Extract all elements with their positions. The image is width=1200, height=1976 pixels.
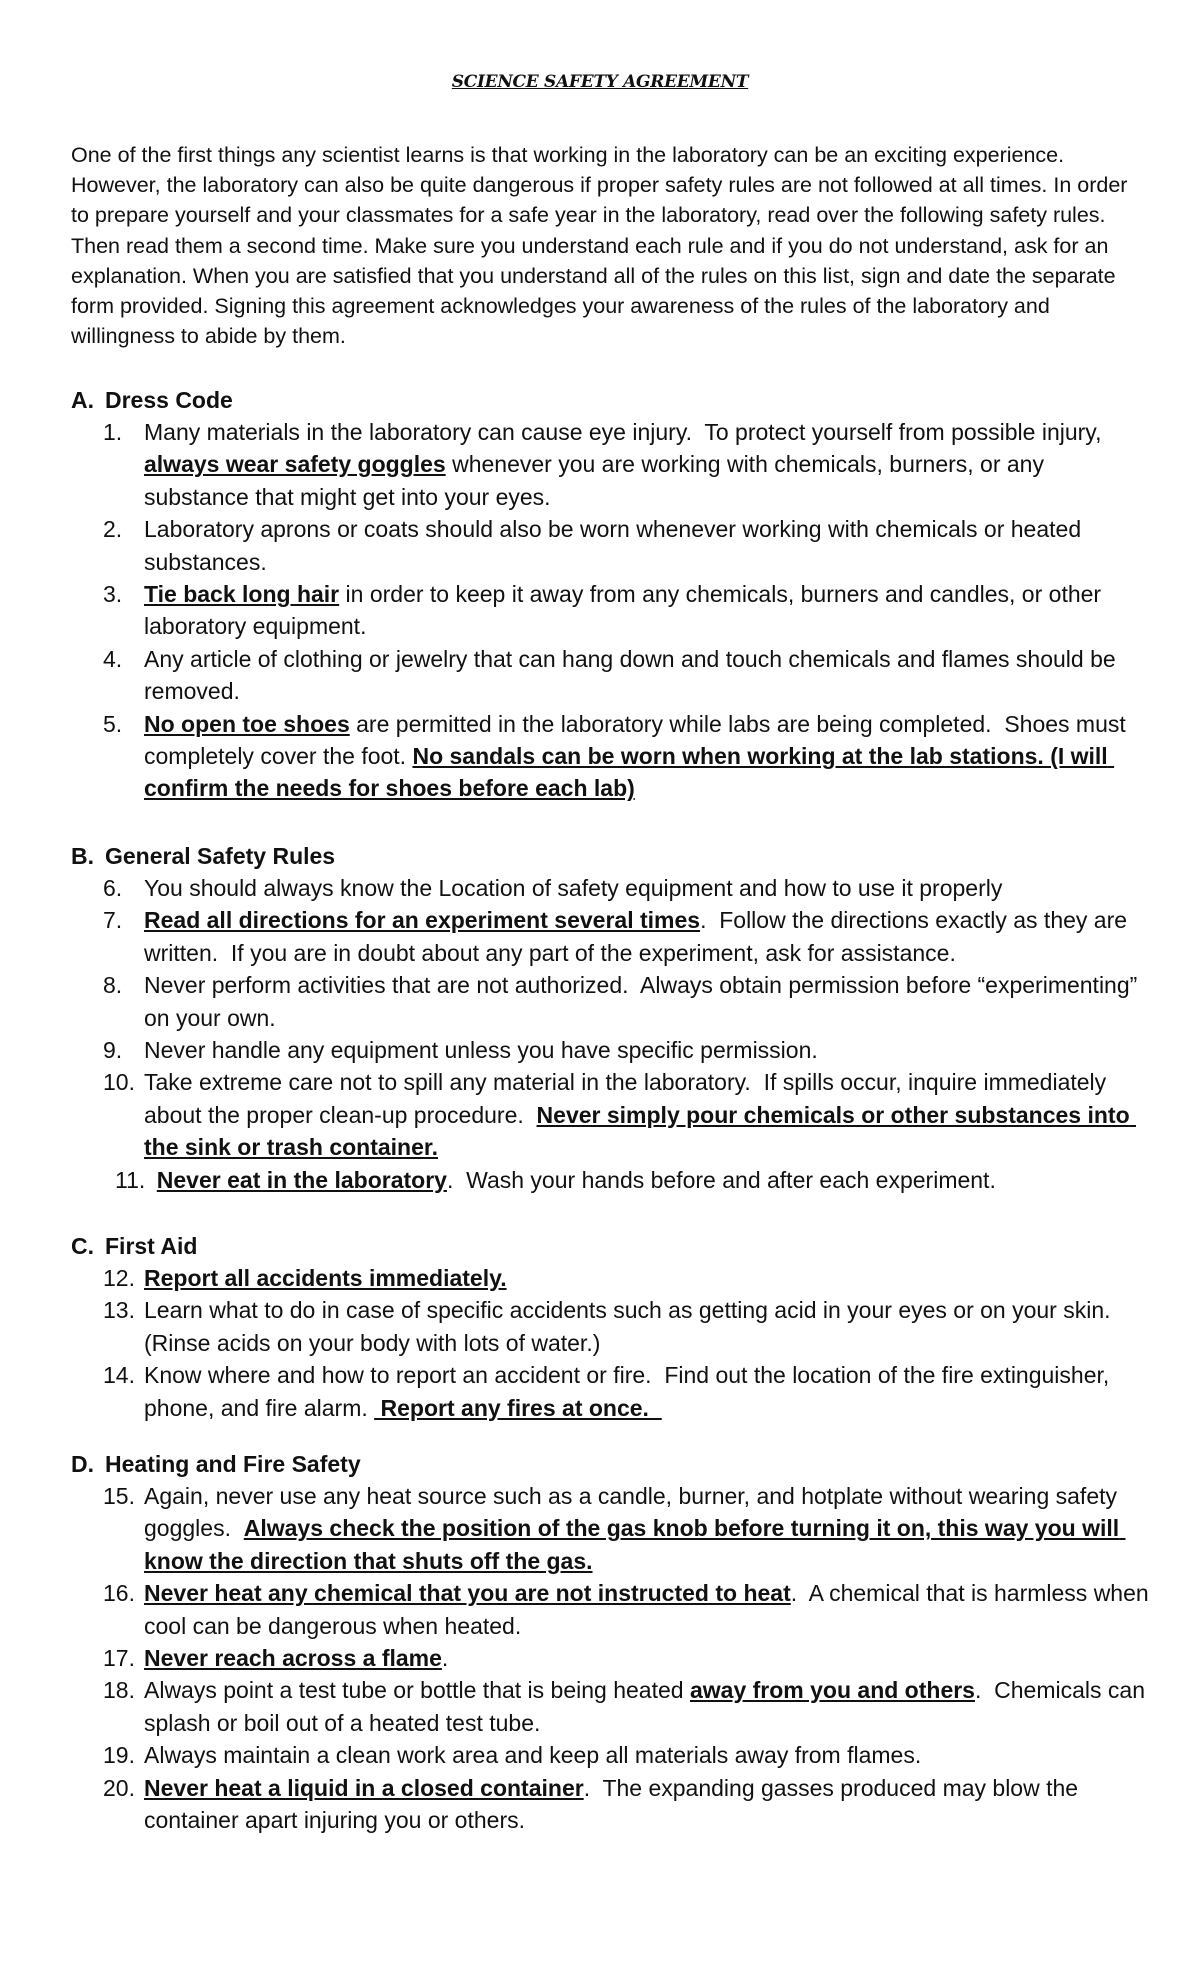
rule-number: 1. (103, 419, 123, 445)
rule-number: 3. (103, 581, 123, 608)
rule-number: 2. (103, 516, 123, 543)
section-letter: B. (71, 843, 94, 869)
rule-number: 13. (103, 1297, 135, 1324)
rule-text: in order to keep it away from any chemicals, burners and candles, or other laboratory equipment. (144, 581, 1108, 640)
rule-item (71, 1739, 1151, 1771)
section-first-aid (71, 1230, 1151, 1424)
rule-text: Always point a test tube or bottle that is being heated (144, 1677, 690, 1704)
section-title: Dress Code (105, 387, 233, 413)
rule-number: 8. (103, 972, 123, 999)
rule-number: 9. (103, 1037, 123, 1064)
rule-text: whenever you are working with chemicals, burners, or any substance that might get into your eyes. (144, 451, 1051, 510)
rule-item (71, 872, 1151, 904)
rule-number: 7. (103, 907, 123, 934)
rule-text: Always maintain a clean work area and keep all materials away from flames. (144, 1742, 922, 1769)
rule-number: 14. (103, 1362, 135, 1389)
rule-item (71, 1642, 1151, 1674)
section-heating-fire-safety (71, 1448, 1156, 1836)
section-heading (71, 1230, 1151, 1262)
rule-list (71, 872, 1151, 1196)
rule-item (71, 643, 1151, 708)
rule-item (71, 1577, 1156, 1642)
rule-list (71, 1480, 1156, 1836)
section-dress-code (71, 384, 1151, 805)
rule-item (71, 1674, 1151, 1739)
rule-number: 4. (103, 645, 123, 672)
rule-number: 20. (103, 1774, 135, 1801)
section-title: General Safety Rules (105, 843, 336, 869)
rule-text: Learn what to do in case of specific accidents such as getting acid in your eyes or on your skin. (Rinse acids on your body with lots of water.) (144, 1297, 1124, 1356)
rule-item (71, 1034, 1151, 1066)
section-heading (71, 384, 1151, 416)
rule-number: 5. (103, 710, 123, 737)
rule-text: . Wash your hands before and after each experiment. (446, 1166, 996, 1193)
rule-text: Many materials in the laboratory can cause eye injury. To protect yourself from possible injury, (144, 419, 1108, 445)
rule-item (71, 969, 1151, 1034)
emphasized-rule-text: Never heat any chemical that you are not instructed to heat (144, 1580, 791, 1607)
emphasized-rule-text: Read all directions for an experiment several times (144, 907, 701, 934)
rule-text: Know where and how to report an accident or fire. Find out the location of the fire extinguisher, phone, and fire alarm. (144, 1362, 1116, 1421)
emphasized-rule-text: Report any fires at once. (374, 1394, 662, 1421)
rule-text: . The expanding gasses produced may blow the container apart injuring you or others. (144, 1774, 1085, 1834)
rule-item (71, 1480, 1151, 1577)
rule-text: Again, never use any heat source such as a candle, burner, and hotplate without wearing safety goggles. (144, 1483, 1124, 1542)
rule-text: . A chemical that is harmless when cool can be dangerous when heated. (144, 1580, 1156, 1639)
intro-paragraph: One of the first things any scientist learns is that working in the laboratory can be an exciting experience. However, the laboratory can also be quite dangerous if proper safety rules are not followed at all times. In order to prepare yourself and your classmates for a safe year in the laboratory, read over the following safety rules. Then read them a second time. Make sure you understand each rule and if you do not understand, ask for an explanation. When you are satisfied that you understand all of the rules on this list, sign and date the separate form provided. Signing this agreement acknowledges your awareness of the rules of the laboratory and willingness to abide by them. (71, 143, 1128, 349)
rule-list (71, 416, 1151, 805)
section-title: Heating and Fire Safety (105, 1451, 361, 1477)
rule-list (71, 1262, 1151, 1424)
emphasized-rule-text: Never heat a liquid in a closed container (144, 1774, 584, 1801)
document-title: SCIENCE SAFETY AGREEMENT (451, 72, 749, 92)
rule-number: 12. (103, 1265, 135, 1291)
section-letter: D. (71, 1451, 94, 1477)
rule-number: 18. (103, 1677, 135, 1704)
rule-item (71, 1294, 1151, 1359)
section-general-safety-rules (71, 840, 1151, 1196)
rule-item (71, 1164, 1151, 1196)
rule-item (71, 708, 1151, 805)
rule-item (71, 1262, 1151, 1294)
emphasized-rule-text: always wear safety goggles (144, 451, 446, 478)
emphasized-rule-text: No sandals can be worn when working at the lab stations. (I will confirm the needs for shoes before each lab) (144, 743, 1115, 802)
rule-item (71, 578, 1151, 643)
rule-text: Any article of clothing or jewelry that can hang down and touch chemicals and flames should be removed. (144, 645, 1123, 705)
section-heading (71, 840, 1151, 872)
emphasized-rule-text: Always check the position of the gas knob before turning it on, this way you will know the direction that shuts off the gas. (144, 1515, 1126, 1574)
rule-item (71, 1359, 1151, 1424)
rule-number: 16. (103, 1580, 135, 1607)
emphasized-rule-text: No open toe shoes (144, 710, 350, 737)
emphasized-rule-text: Never reach across a flame (144, 1645, 442, 1672)
rule-number: 15. (103, 1483, 135, 1509)
rule-item (71, 1066, 1151, 1163)
emphasized-rule-text: Never eat in the laboratory (156, 1166, 447, 1193)
rule-item (71, 904, 1151, 969)
emphasized-rule-text: away from you and others (689, 1677, 975, 1704)
rule-number: 19. (103, 1742, 135, 1769)
section-letter: C. (71, 1233, 94, 1259)
rule-item (71, 416, 1151, 513)
section-title: First Aid (105, 1233, 198, 1259)
rule-text: Never handle any equipment unless you have specific permission. (144, 1037, 818, 1064)
rule-text: . Chemicals can splash or boil out of a heated test tube. (144, 1677, 1152, 1736)
emphasized-rule-text: Tie back long hair (144, 581, 340, 608)
rule-text: Laboratory aprons or coats should also be worn whenever working with chemicals or heated substances. (144, 516, 1088, 575)
rule-item (71, 1772, 1151, 1837)
rule-number: 11. (115, 1166, 146, 1193)
section-heading (71, 1448, 1151, 1480)
rule-text: . Follow the directions exactly as they are written. If you are in doubt about any part of the experiment, ask for assistance. (144, 907, 1134, 966)
rule-text: You should always know the Location of safety equipment and how to use it properly (144, 875, 1003, 901)
rule-item (71, 513, 1151, 578)
rule-number: 6. (103, 875, 123, 901)
emphasized-rule-text: Report all accidents immediately. (144, 1265, 507, 1291)
rule-text: Never perform activities that are not authorized. Always obtain permission before “experimenting” on your own. (144, 972, 1144, 1031)
emphasized-rule-text: Never simply pour chemicals or other substances into the sink or trash container. (144, 1101, 1137, 1161)
rule-text: . (441, 1645, 449, 1672)
rule-number: 10. (103, 1069, 135, 1096)
section-letter: A. (71, 387, 94, 413)
rule-text: Take extreme care not to spill any material in the laboratory. If spills occur, inquire immediately about the proper clean-up procedure. (144, 1069, 1113, 1128)
rule-number: 17. (103, 1645, 135, 1672)
rule-text: are permitted in the laboratory while labs are being completed. Shoes must completely cover the foot. (144, 710, 1133, 770)
